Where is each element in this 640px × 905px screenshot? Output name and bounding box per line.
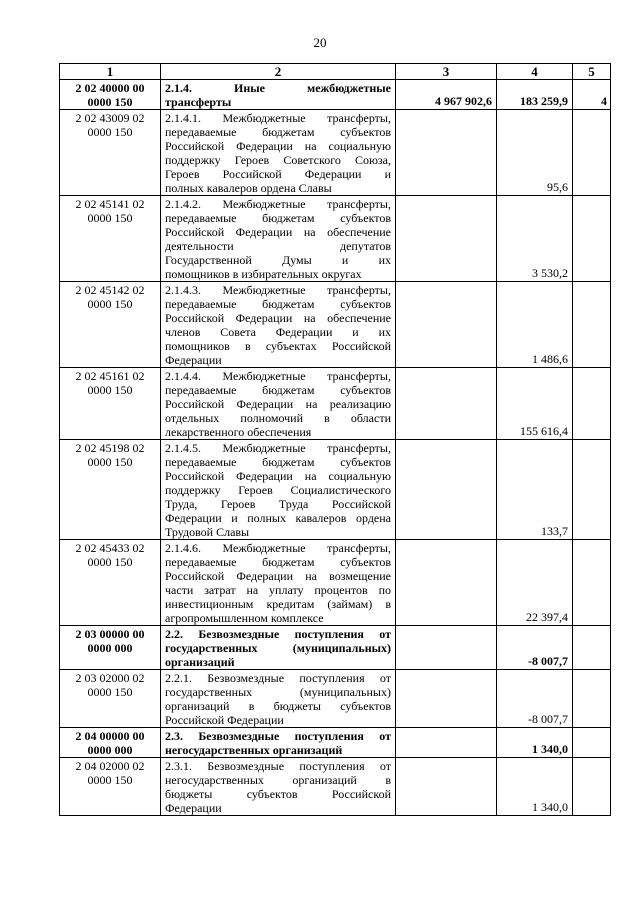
- approved-amount-cell: [396, 110, 497, 196]
- budget-code-line: 0000 150: [87, 95, 133, 109]
- budget-code-line: 0000 150: [87, 211, 133, 225]
- table-row: [60, 540, 611, 626]
- description-cell: [161, 282, 396, 368]
- description-line: 2.1.4.1. Межбюджетные трансферты,: [165, 111, 391, 125]
- description-line: инвестиционным кредитам (займам) в: [165, 597, 391, 611]
- percent-cell: [573, 728, 611, 758]
- approved-amount-cell: [396, 440, 497, 540]
- description-line: Федерации: [165, 353, 222, 367]
- budget-code-line: 2 02 45161 02: [75, 369, 145, 383]
- table-row: [60, 368, 611, 440]
- description-line: Российской Федерации на социальную: [165, 139, 391, 153]
- budget-code-line: 2 02 45141 02: [75, 197, 145, 211]
- description-line: 2.1.4.6. Межбюджетные трансферты,: [165, 541, 391, 555]
- description-cell: [161, 670, 396, 728]
- executed-amount-cell: 1 486,6: [497, 282, 573, 368]
- table-row: [60, 80, 611, 110]
- description-cell: [161, 368, 396, 440]
- budget-code-cell: [60, 196, 161, 282]
- description-line: организаций: [165, 655, 235, 669]
- description-cell: [161, 440, 396, 540]
- budget-code-line: 2 03 02000 02: [75, 671, 145, 685]
- description-line: 2.1.4.2. Межбюджетные трансферты,: [165, 197, 391, 211]
- budget-code-line: 0000 150: [87, 455, 133, 469]
- approved-amount-cell: [396, 282, 497, 368]
- approved-amount-cell: [396, 728, 497, 758]
- executed-amount-cell: 3 530,2: [497, 196, 573, 282]
- approved-amount-cell: [396, 670, 497, 728]
- description-line: членов Совета Федерации и их: [165, 325, 391, 339]
- budget-code-line: 0000 150: [87, 125, 133, 139]
- description-line: организаций в бюджеты субъектов: [165, 699, 391, 713]
- description-line: Российской Федерации на реализацию: [165, 397, 391, 411]
- description-line: Государственной Думы и их: [165, 253, 391, 267]
- description-line: государственных (муниципальных): [165, 641, 391, 655]
- description-line: отдельных полномочий в области: [165, 411, 391, 425]
- approved-amount-cell: [396, 196, 497, 282]
- approved-amount-cell: [396, 368, 497, 440]
- description-line: бюджеты субъектов Российской: [165, 787, 391, 801]
- percent-cell: [573, 758, 611, 816]
- budget-code-cell: [60, 368, 161, 440]
- budget-code-line: 2 02 45433 02: [75, 541, 145, 555]
- description-line: помощников в избирательных округах: [165, 267, 362, 281]
- table-body: [60, 80, 611, 816]
- column-header: 5: [573, 64, 611, 80]
- description-line: Российской Федерации на обеспечение: [165, 311, 391, 325]
- budget-code-line: 2 04 02000 02: [75, 759, 145, 773]
- description-line: негосударственных организаций в: [165, 773, 391, 787]
- description-line: передаваемые бюджетам субъектов: [165, 125, 391, 139]
- table-row: [60, 440, 611, 540]
- description-line: Российской Федерации на социальную: [165, 469, 391, 483]
- budget-code-cell: [60, 670, 161, 728]
- budget-code-line: 2 02 43009 02: [75, 111, 145, 125]
- budget-code-line: 2 02 45198 02: [75, 441, 145, 455]
- column-header: 2: [161, 64, 396, 80]
- description-line: лекарственного обеспечения: [165, 425, 312, 439]
- column-header: 3: [396, 64, 497, 80]
- description-line: Трудовой Славы: [165, 525, 250, 539]
- budget-code-line: 0000 150: [87, 773, 133, 787]
- description-line: помощников в субъектах Российской: [165, 339, 391, 353]
- approved-amount-cell: [396, 626, 497, 670]
- description-cell: [161, 110, 396, 196]
- description-line: Российской Федерации: [165, 713, 284, 727]
- executed-amount-cell: 183 259,9: [497, 80, 573, 110]
- description-line: 2.2. Безвозмездные поступления от: [165, 627, 391, 641]
- executed-amount-cell: 1 340,0: [497, 728, 573, 758]
- description-line: Труда, Героев Труда Российской: [165, 497, 391, 511]
- budget-code-cell: [60, 626, 161, 670]
- table-row: [60, 626, 611, 670]
- budget-code-line: 0000 150: [87, 383, 133, 397]
- description-line: Федерации и полных кавалеров ордена: [165, 511, 391, 525]
- budget-code-line: 2 02 45142 02: [75, 283, 145, 297]
- description-line: 2.3. Безвозмездные поступления от: [165, 729, 391, 743]
- description-cell: [161, 728, 396, 758]
- percent-cell: [573, 110, 611, 196]
- percent-cell: [573, 670, 611, 728]
- budget-code-line: 0000 150: [87, 555, 133, 569]
- budget-table: [59, 63, 611, 816]
- executed-amount-cell: 22 397,4: [497, 540, 573, 626]
- budget-code-cell: [60, 110, 161, 196]
- description-line: Федерации: [165, 801, 222, 815]
- table-row: [60, 110, 611, 196]
- description-line: Российской Федерации на обеспечение: [165, 225, 391, 239]
- budget-code-line: 2 03 00000 00: [75, 627, 145, 641]
- description-cell: [161, 196, 396, 282]
- description-line: 2.3.1. Безвозмездные поступления от: [165, 759, 391, 773]
- executed-amount-cell: -8 007,7: [497, 626, 573, 670]
- description-line: Российской Федерации на возмещение: [165, 569, 391, 583]
- description-line: трансферты: [165, 95, 232, 109]
- description-line: Героев Российской Федерации и: [165, 167, 391, 181]
- description-line: 2.1.4.3. Межбюджетные трансферты,: [165, 283, 391, 297]
- percent-cell: [573, 196, 611, 282]
- budget-code-line: 0000 150: [87, 685, 133, 699]
- description-cell: [161, 540, 396, 626]
- description-line: 2.1.4. Иные межбюджетные: [165, 81, 391, 95]
- table-row: [60, 196, 611, 282]
- description-line: передаваемые бюджетам субъектов: [165, 455, 391, 469]
- description-line: государственных (муниципальных): [165, 685, 391, 699]
- approved-amount-cell: [396, 758, 497, 816]
- description-line: передаваемые бюджетам субъектов: [165, 383, 391, 397]
- percent-cell: [573, 368, 611, 440]
- description-line: части затрат на уплату процентов по: [165, 583, 391, 597]
- percent-cell: 4: [573, 80, 611, 110]
- executed-amount-cell: 1 340,0: [497, 758, 573, 816]
- table-row: [60, 758, 611, 816]
- approved-amount-cell: 4 967 902,6: [396, 80, 497, 110]
- budget-code-cell: [60, 758, 161, 816]
- description-line: 2.1.4.5. Межбюджетные трансферты,: [165, 441, 391, 455]
- column-header: 1: [60, 64, 161, 80]
- budget-code-line: 0000 150: [87, 297, 133, 311]
- executed-amount-cell: 155 616,4: [497, 368, 573, 440]
- budget-code-line: 0000 000: [87, 641, 133, 655]
- budget-code-cell: [60, 728, 161, 758]
- description-line: негосударственных организаций: [165, 743, 343, 757]
- description-line: передаваемые бюджетам субъектов: [165, 211, 391, 225]
- percent-cell: [573, 626, 611, 670]
- executed-amount-cell: 95,6: [497, 110, 573, 196]
- description-cell: [161, 80, 396, 110]
- header-row: [60, 64, 611, 80]
- percent-cell: [573, 440, 611, 540]
- description-cell: [161, 758, 396, 816]
- description-line: 2.1.4.4. Межбюджетные трансферты,: [165, 369, 391, 383]
- description-line: передаваемые бюджетам субъектов: [165, 297, 391, 311]
- approved-amount-cell: [396, 540, 497, 626]
- description-line: агропромышленном комплексе: [165, 611, 324, 625]
- description-cell: [161, 626, 396, 670]
- executed-amount-cell: 133,7: [497, 440, 573, 540]
- budget-code-line: 2 02 40000 00: [75, 81, 145, 95]
- table-row: [60, 282, 611, 368]
- budget-code-cell: [60, 282, 161, 368]
- budget-code-line: 0000 000: [87, 743, 133, 757]
- description-line: деятельности депутатов: [165, 239, 391, 253]
- table-row: [60, 670, 611, 728]
- description-line: 2.2.1. Безвозмездные поступления от: [165, 671, 391, 685]
- budget-code-cell: [60, 80, 161, 110]
- description-line: поддержку Героев Советского Союза,: [165, 153, 391, 167]
- description-line: полных кавалеров ордена Славы: [165, 181, 332, 195]
- budget-code-cell: [60, 440, 161, 540]
- budget-code-line: 2 04 00000 00: [75, 729, 145, 743]
- budget-code-cell: [60, 540, 161, 626]
- executed-amount-cell: -8 007,7: [497, 670, 573, 728]
- percent-cell: [573, 540, 611, 626]
- percent-cell: [573, 282, 611, 368]
- page-number: 20: [313, 35, 327, 50]
- table-row: [60, 728, 611, 758]
- description-line: передаваемые бюджетам субъектов: [165, 555, 391, 569]
- description-line: поддержку Героев Социалистического: [165, 483, 391, 497]
- column-header: 4: [497, 64, 573, 80]
